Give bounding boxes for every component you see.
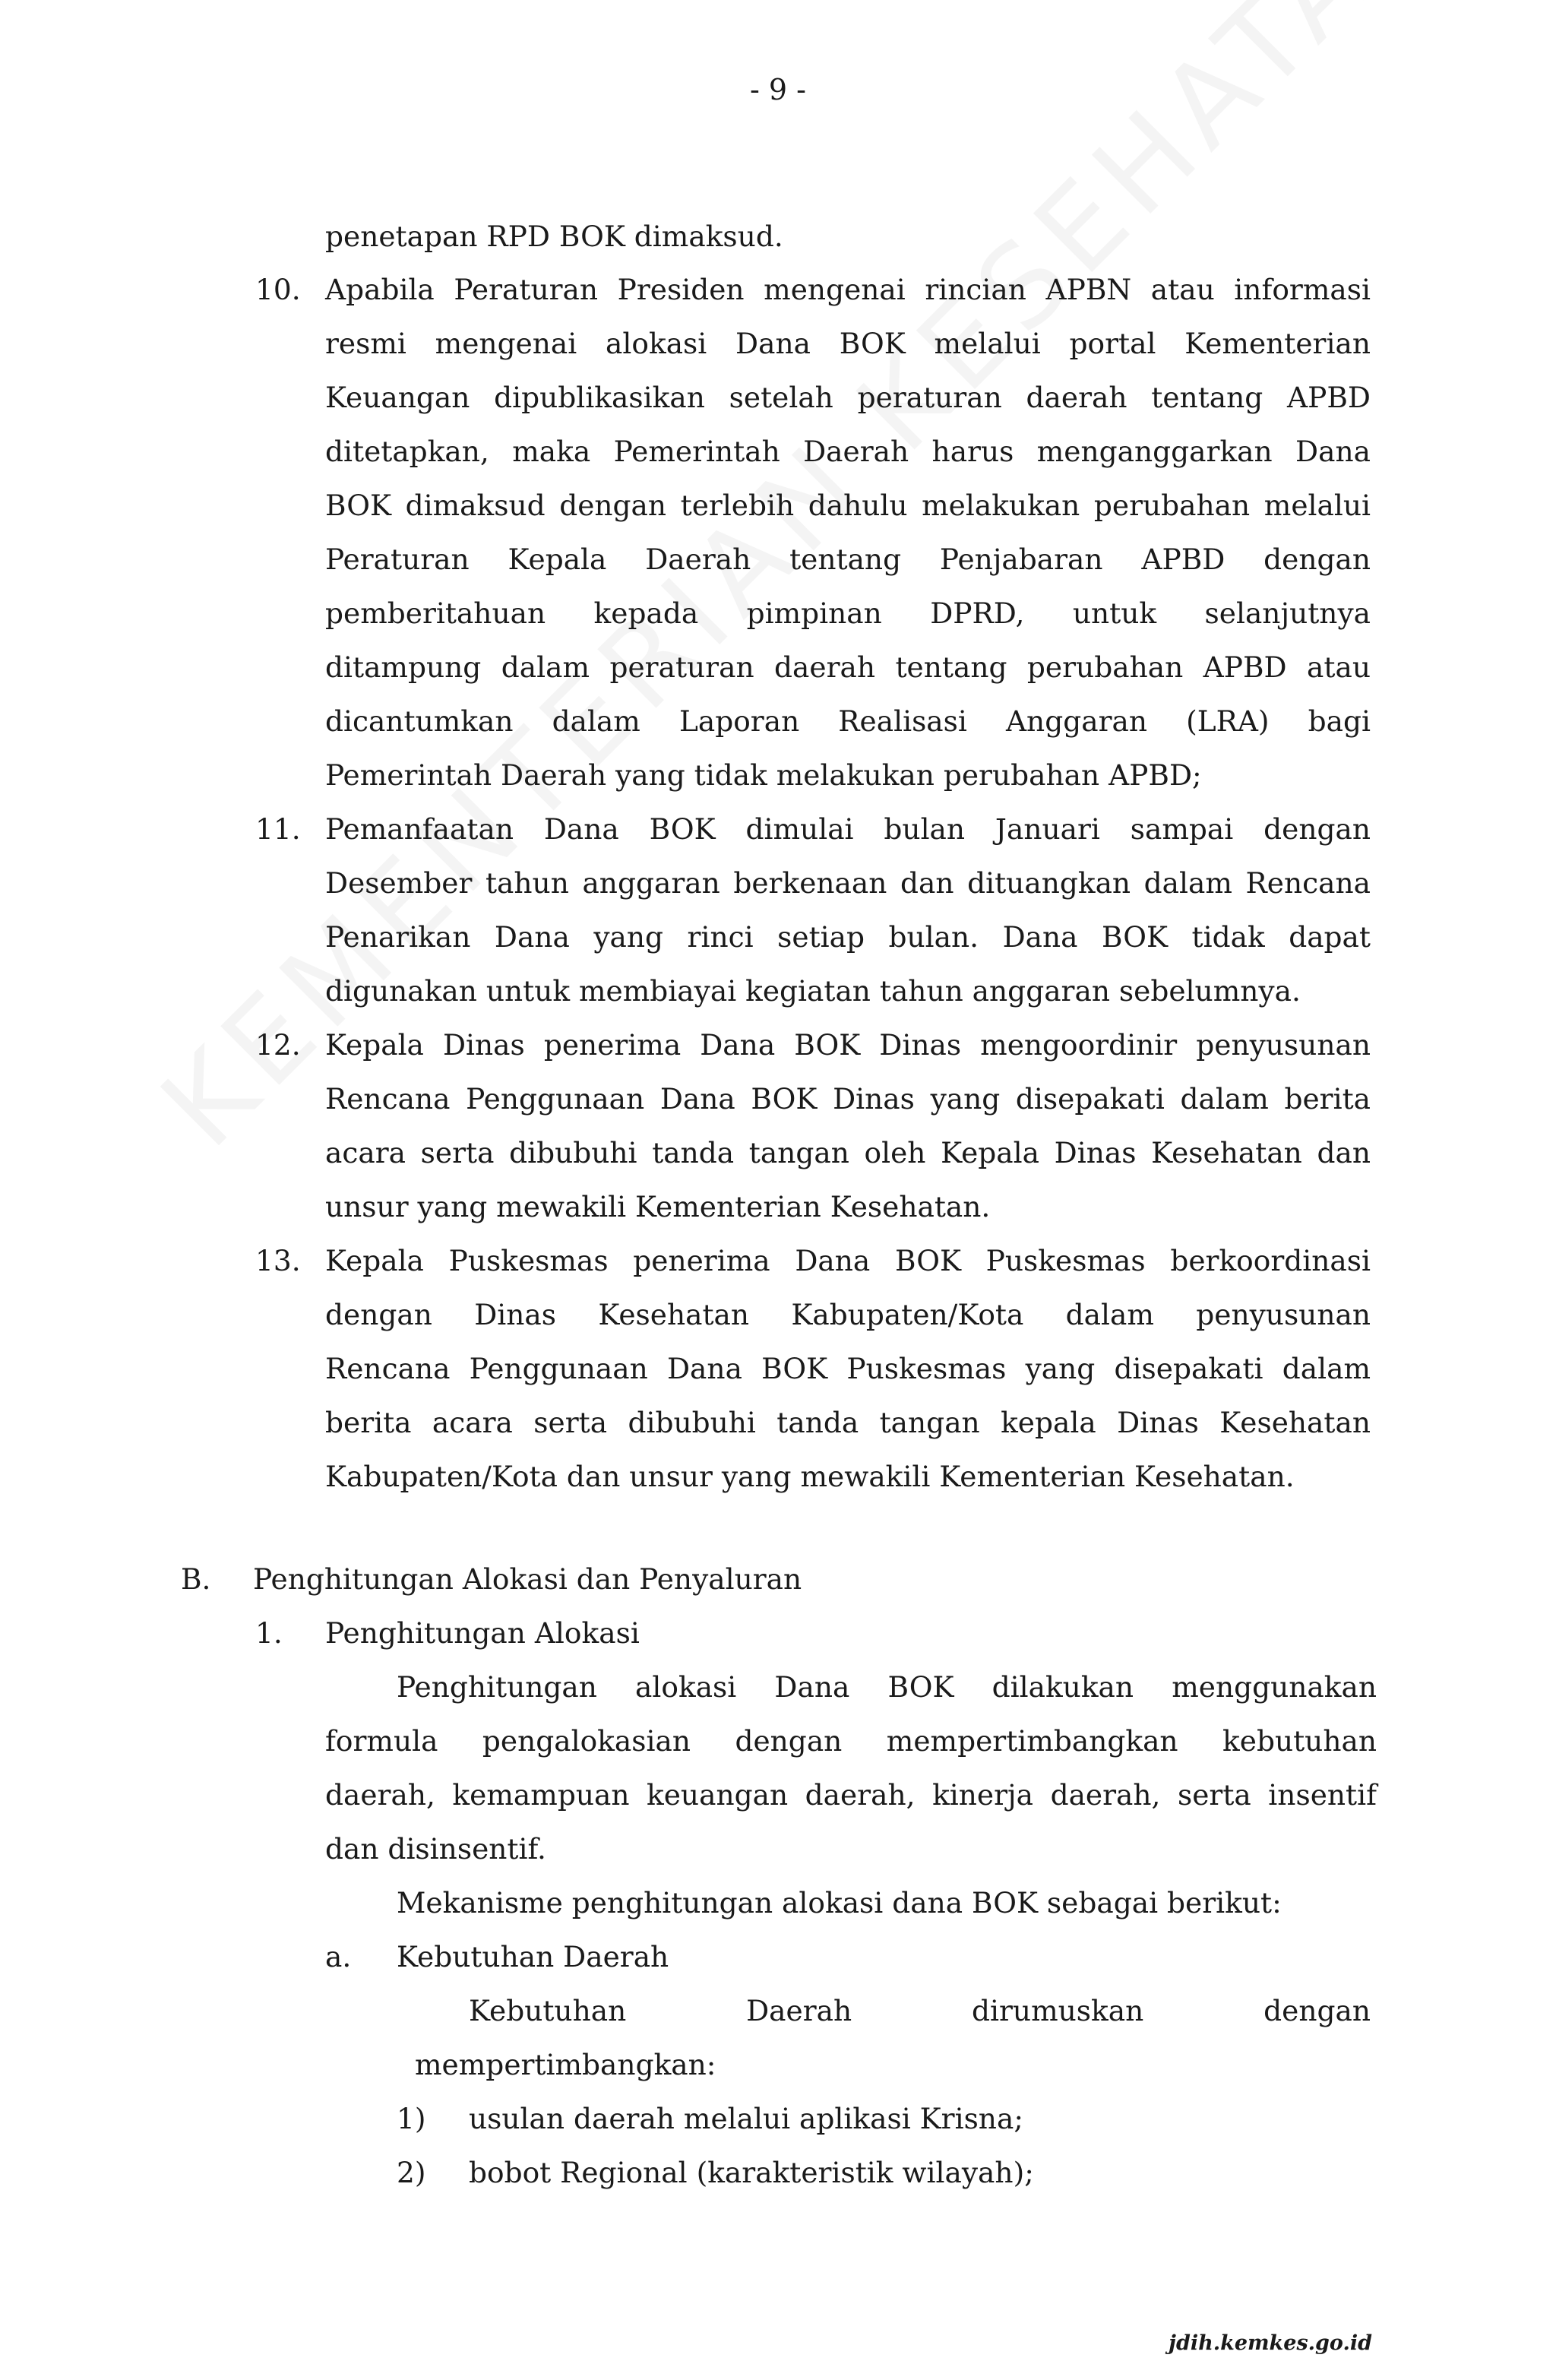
watermark <box>137 112 1197 1173</box>
section-b-title: Penghitungan Alokasi dan Penyaluran <box>253 1562 802 1596</box>
sub-1-paragraph-line: daerah, kemampuan keuangan daerah, kinerja daerah, serta insentif <box>325 1778 1377 1812</box>
item-11-line: digunakan untuk membiayai kegiatan tahun anggaran sebelumnya. <box>325 974 1301 1008</box>
footer-source-link: jdih.kemkes.go.id <box>1169 2331 1372 2355</box>
item-10-line: ditampung dalam peraturan daerah tentang perubahan APBD atau <box>325 650 1371 684</box>
sub-1-paragraph-line: dan disinsentif. <box>325 1832 546 1866</box>
sub-1-number: 1. <box>255 1616 283 1650</box>
item-11-number: 11. <box>255 812 301 846</box>
item-10-line: Keuangan dipublikasikan setelah peraturan daerah tentang APBD <box>325 381 1371 414</box>
sub-a-title: Kebutuhan Daerah <box>397 1940 669 1973</box>
sub-1-title: Penghitungan Alokasi <box>325 1616 640 1650</box>
item-13-line: Kabupaten/Kota dan unsur yang mewakili Kementerian Kesehatan. <box>325 1460 1295 1493</box>
item-12-line: unsur yang mewakili Kementerian Kesehatan. <box>325 1190 991 1223</box>
list-item-number: 2) <box>397 2156 426 2189</box>
item-12-line: acara serta dibubuhi tanda tangan oleh Kepala Dinas Kesehatan dan <box>325 1136 1371 1169</box>
section-b-letter: B. <box>181 1562 211 1596</box>
continuation-line: penetapan RPD BOK dimaksud. <box>325 220 783 253</box>
item-10-line: resmi mengenai alokasi Dana BOK melalui portal Kementerian <box>325 327 1371 360</box>
item-12-line: Kepala Dinas penerima Dana BOK Dinas mengoordinir penyusunan <box>325 1028 1371 1062</box>
item-10-line: dicantumkan dalam Laporan Realisasi Anggaran (LRA) bagi <box>325 704 1371 738</box>
item-13-line: Rencana Penggunaan Dana BOK Puskesmas yang disepakati dalam <box>325 1352 1371 1385</box>
item-13-line: berita acara serta dibubuhi tanda tangan kepala Dinas Kesehatan <box>325 1406 1371 1439</box>
item-11-line: Pemanfaatan Dana BOK dimulai bulan Januari sampai dengan <box>325 812 1371 846</box>
item-10-line: BOK dimaksud dengan terlebih dahulu melakukan perubahan melalui <box>325 489 1371 522</box>
item-13-number: 13. <box>255 1244 301 1277</box>
sub-a-letter: a. <box>325 1940 352 1973</box>
item-10-line: ditetapkan, maka Pemerintah Daerah harus menganggarkan Dana <box>325 435 1371 468</box>
sub-a-text-line: Kebutuhan Daerah dirumuskan dengan <box>469 1994 1371 2027</box>
list-item-text: usulan daerah melalui aplikasi Krisna; <box>469 2102 1023 2135</box>
item-12-line: Rencana Penggunaan Dana BOK Dinas yang disepakati dalam berita <box>325 1082 1371 1116</box>
item-11-line: Desember tahun anggaran berkenaan dan dituangkan dalam Rencana <box>325 866 1371 900</box>
item-12-number: 12. <box>255 1028 301 1062</box>
mechanism-intro: Mekanisme penghitungan alokasi dana BOK sebagai berikut: <box>397 1886 1282 1920</box>
item-10-line: Pemerintah Daerah yang tidak melakukan perubahan APBD; <box>325 758 1202 792</box>
list-item-text: bobot Regional (karakteristik wilayah); <box>469 2156 1034 2189</box>
item-10-line: pemberitahuan kepada pimpinan DPRD, untuk selanjutnya <box>325 597 1371 630</box>
item-11-line: Penarikan Dana yang rinci setiap bulan. Dana BOK tidak dapat <box>325 920 1371 954</box>
item-13-line: Kepala Puskesmas penerima Dana BOK Puskesmas berkoordinasi <box>325 1244 1371 1277</box>
item-10-number: 10. <box>255 273 301 306</box>
sub-a-text-line: mempertimbangkan: <box>415 2048 716 2081</box>
list-item-number: 1) <box>397 2102 426 2135</box>
sub-1-paragraph-line: Penghitungan alokasi Dana BOK dilakukan menggunakan <box>397 1670 1377 1704</box>
item-10-line: Apabila Peraturan Presiden mengenai rincian APBN atau informasi <box>325 273 1371 306</box>
sub-1-paragraph-line: formula pengalokasian dengan mempertimbangkan kebutuhan <box>325 1724 1377 1758</box>
item-10-line: Peraturan Kepala Daerah tentang Penjabaran APBD dengan <box>325 543 1371 576</box>
item-13-line: dengan Dinas Kesehatan Kabupaten/Kota dalam penyusunan <box>325 1298 1371 1331</box>
page-number: - 9 - <box>749 73 806 106</box>
